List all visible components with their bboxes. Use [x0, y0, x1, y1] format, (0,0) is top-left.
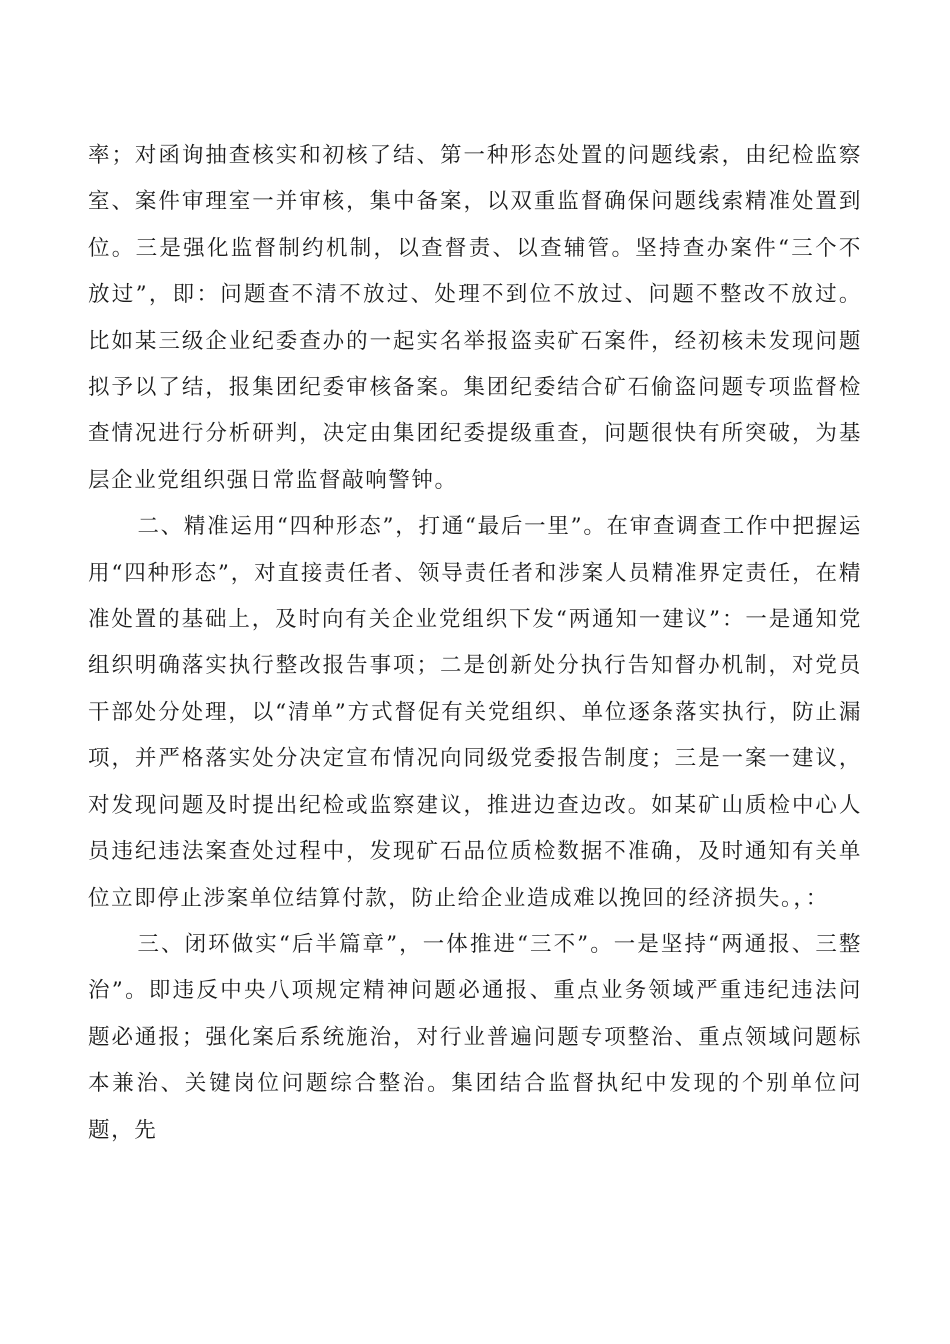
paragraph-section-three: 三、闭环做实“后半篇章”，一体推进“三不”。一是坚持“两通报、三整治”。即违反中央八项规定精神问题必通报、重点业务领域严重违纪违法问题必通报；强化案后系统施治，对行业普遍问题专项整治、重点领域问题标本兼治、关键岗位问题综合整治。集团结合监督执纪中发现的个别单位问题，先	[88, 931, 862, 1143]
paragraph-continuation: 率；对函询抽查核实和初核了结、第一种形态处置的问题线索，由纪检监察室、案件审理室一并审核，集中备案，以双重监督确保问题线索精准处置到位。三是强化监督制约机制，以查督责、以查辅管。坚持查办案件“三个不放过”，即：问题查不清不放过、处理不到位不放过、问题不整改不放过。比如某三级企业纪委查办的一起实名举报盗卖矿石案件，经初核未发现问题拟予以了结，报集团纪委审核备案。集团纪委结合矿石偷盗问题专项监督检查情况进行分析研判，决定由集团纪委提级重查，问题很快有所突破，为基层企业党组织强日常监督敲响警钟。	[88, 143, 862, 493]
paragraph-section-two: 二、精准运用“四种形态”，打通“最后一里”。在审查调查工作中把握运用“四种形态”，对直接责任者、领导责任者和涉案人员精准界定责任，在精准处置的基础上，及时向有关企业党组织下发“两通知一建议”：一是通知党组织明确落实执行整改报告事项；二是创新处分执行告知督办机制，对党员干部处分处理，以“清单”方式督促有关党组织、单位逐条落实执行，防止漏项，并严格落实处分决定宣布情况向同级党委报告制度；三是一案一建议，对发现问题及时提出纪检或监察建议，推进边查边改。如某矿山质检中心人员违纪违法案查处过程中，发现矿石品位质检数据不准确，及时通知有关单位立即停止涉案单位结算付款，防止给企业造成难以挽回的经济损失。，：	[88, 514, 862, 911]
document-body	[88, 133, 862, 1154]
